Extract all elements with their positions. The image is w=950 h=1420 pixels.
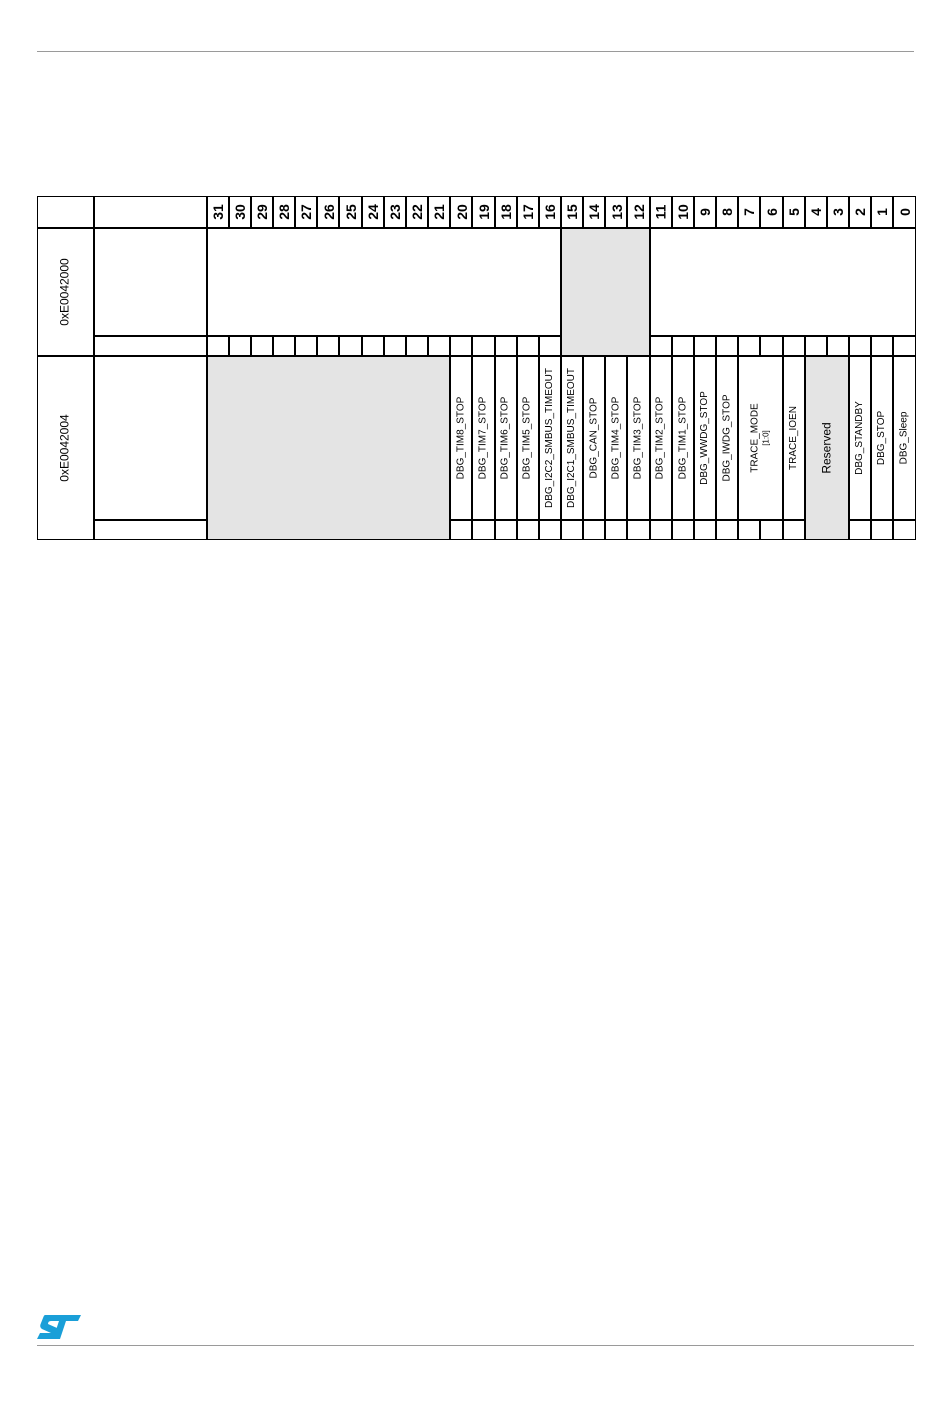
reset-bit-cell (450, 520, 472, 540)
bit-number-text: 26 (320, 203, 337, 220)
bit-number-text: 4 (807, 207, 824, 216)
field-bit-2 (854, 401, 866, 475)
bit-number-text: 31 (209, 203, 226, 220)
bit-number (760, 196, 782, 228)
bit-number (450, 196, 472, 228)
st-logo-icon (37, 1314, 83, 1340)
field-bit-8 (721, 394, 733, 481)
bit-number (251, 196, 273, 228)
bit-number (694, 196, 716, 228)
field-cell (871, 356, 893, 520)
field-bit-16 (544, 367, 556, 507)
reset-bit-cell (694, 520, 716, 540)
reset-bit-cell (716, 520, 738, 540)
field-bit-19 (477, 396, 489, 479)
reset-bit-cell (827, 336, 849, 356)
reset-bit-cell (849, 336, 871, 356)
field-bit-14 (588, 397, 600, 478)
address-0xE0042004 (59, 414, 71, 481)
reset-bit-cell (783, 336, 805, 356)
bit-number (627, 196, 649, 228)
address-0xE0042000 (59, 258, 71, 325)
bit-number-text: 13 (608, 203, 625, 220)
reset-bit-cell (406, 336, 428, 356)
bit-number (495, 196, 517, 228)
field-cell (539, 356, 561, 520)
reset-bit-cell (317, 336, 339, 356)
reset-bit-cell (428, 336, 450, 356)
bit-number-text: 6 (763, 207, 780, 216)
field-bit-15-text: DBG_I2C1_SMBUS_TIMEOUT (566, 367, 578, 508)
field-bit-2-text: DBG_STANDBY (854, 400, 866, 475)
bit-number-text: 25 (342, 203, 359, 220)
bit-number-text: 29 (253, 203, 270, 220)
field-trace-mode-sub: [1:0] (761, 429, 771, 446)
field-bit-1 (876, 410, 888, 464)
field-bit-19-text: DBG_TIM7_STOP (477, 396, 489, 479)
reset-bit-cell (229, 336, 251, 356)
bit-number (716, 196, 738, 228)
reset-bit-cell (207, 336, 229, 356)
bit-number-text: 28 (276, 203, 293, 220)
reset-bit-cell (517, 336, 539, 356)
field-cell (849, 356, 871, 520)
reset-bit-cell (783, 520, 805, 540)
register-name-cell (94, 356, 207, 520)
bit-number-text: 20 (453, 203, 470, 220)
field-bit-20 (455, 396, 467, 479)
field-bit-13-text: DBG_TIM4_STOP (610, 396, 622, 479)
bit-number (472, 196, 494, 228)
reset-bit-cell (517, 520, 539, 540)
reset-bit-cell (339, 336, 361, 356)
reset-bit-cell (893, 520, 915, 540)
reset-bit-cell (650, 336, 672, 356)
bit-number-text: 3 (829, 207, 846, 216)
bit-number-text: 18 (497, 203, 514, 220)
field-bit-13 (610, 396, 622, 479)
bit-number (805, 196, 827, 228)
field-cell (561, 356, 583, 520)
bit-number (583, 196, 605, 228)
reset-bit-cell (583, 520, 605, 540)
field-cell (627, 356, 649, 520)
field-bit-12-text: DBG_TIM3_STOP (632, 396, 644, 479)
field-bit-18-text: DBG_TIM6_STOP (499, 396, 511, 479)
field-bit-15 (566, 367, 578, 507)
reset-bit-cell (650, 520, 672, 540)
reset-bit-cell (672, 520, 694, 540)
address-0xE0042004-text: 0xE0042004 (58, 413, 72, 482)
bit-number (561, 196, 583, 228)
reset-value-cell (94, 336, 207, 356)
field-bit-0-text: DBG_Sleep (898, 411, 910, 464)
field-cell (893, 356, 915, 520)
bit-number-text: 30 (231, 203, 248, 220)
field-bit-8-text: DBG_IWDG_STOP (721, 393, 733, 482)
field-bit-12 (633, 396, 645, 479)
field-bit-0 (898, 411, 910, 464)
field-trace-ioen (788, 406, 800, 470)
shaded-cell (561, 228, 650, 356)
address-0xE0042000-text: 0xE0042000 (58, 257, 72, 326)
field-bit-20-text: DBG_TIM8_STOP (455, 396, 467, 479)
bit-number (406, 196, 428, 228)
bit-number-text: 16 (541, 203, 558, 220)
bit-number (317, 196, 339, 228)
reset-bit-cell (251, 336, 273, 356)
field-bit-16-text: DBG_I2C2_SMBUS_TIMEOUT (543, 367, 555, 508)
reset-bit-cell (384, 336, 406, 356)
field-cell (450, 356, 472, 520)
reset-bit-cell (716, 336, 738, 356)
bit-number (650, 196, 672, 228)
bit-number (871, 196, 893, 228)
reset-bit-cell (539, 520, 561, 540)
reset-bit-cell (472, 336, 494, 356)
field-cell (716, 356, 738, 520)
reset-bit-cell (495, 520, 517, 540)
bit-number-text: 8 (719, 207, 736, 216)
reset-bit-cell (605, 520, 627, 540)
bit-number (339, 196, 361, 228)
reset-bit-cell (738, 336, 760, 356)
header-offset-cell (37, 196, 94, 228)
bit-number (207, 196, 229, 228)
register-name-cell (94, 228, 207, 336)
bit-number-text: 23 (386, 203, 403, 220)
reset-bit-cell (805, 336, 827, 356)
bit-number-text: 21 (431, 203, 448, 220)
bit-number-text: 0 (896, 207, 913, 216)
bit-number (539, 196, 561, 228)
field-trace-mode (749, 403, 771, 472)
reserved-cell (805, 356, 849, 540)
reset-value-cell (94, 520, 207, 540)
reset-bit-cell (871, 520, 893, 540)
field-cell (694, 356, 716, 520)
bit-number (362, 196, 384, 228)
field-cell (783, 356, 805, 520)
address-cell (37, 356, 94, 540)
field-reserved-text: Reserved (819, 421, 834, 474)
field-bit-14-text: DBG_CAN_STOP (588, 397, 600, 478)
reset-bit-cell (760, 336, 782, 356)
reset-bit-cell (871, 336, 893, 356)
reset-bit-cell (273, 336, 295, 356)
bit-number-text: 17 (519, 203, 536, 220)
bit-number (849, 196, 871, 228)
field-bit-11 (655, 396, 667, 479)
bit-number (229, 196, 251, 228)
reset-bit-cell (472, 520, 494, 540)
field-bit-1-text: DBG_STOP (876, 410, 888, 465)
bit-number-text: 12 (630, 203, 647, 220)
field-cell (650, 356, 672, 520)
shaded-cell (207, 356, 451, 540)
field-bit-11-text: DBG_TIM2_STOP (654, 396, 666, 479)
field-reserved (821, 422, 833, 473)
bit-number-text: 9 (697, 207, 714, 216)
bit-number (783, 196, 805, 228)
reset-bit-cell (450, 336, 472, 356)
reset-bit-cell (849, 520, 871, 540)
bit-number (295, 196, 317, 228)
bit-number (273, 196, 295, 228)
reset-bit-cell (694, 336, 716, 356)
bit-number (672, 196, 694, 228)
header-register-cell (94, 196, 207, 228)
bit-number-text: 5 (785, 207, 802, 216)
bit-number-text: 24 (364, 203, 381, 220)
bit-number (384, 196, 406, 228)
reset-bit-cell (760, 520, 782, 540)
reset-bit-cell (539, 336, 561, 356)
bit-number (893, 196, 915, 228)
reset-bit-cell (295, 336, 317, 356)
bit-number-text: 11 (652, 204, 669, 219)
reset-bit-cell (627, 520, 649, 540)
field-cell (605, 356, 627, 520)
reset-bit-cell (738, 520, 760, 540)
field-cell (495, 356, 517, 520)
field-bit-17 (522, 396, 534, 479)
field-bit-9-text: DBG_WWDG_STOP (699, 390, 711, 485)
bit-number-text: 19 (475, 203, 492, 220)
address-cell (37, 228, 94, 356)
bit-number (738, 196, 760, 228)
bit-number-text: 1 (874, 207, 891, 216)
reset-bit-cell (561, 520, 583, 540)
field-cell (207, 228, 562, 336)
bit-number (827, 196, 849, 228)
field-bit-9 (699, 391, 711, 485)
field-trace-mode-text: TRACE_MODE (749, 402, 761, 473)
bit-number (517, 196, 539, 228)
field-cell (672, 356, 694, 520)
field-bit-10-text: DBG_TIM1_STOP (676, 396, 688, 479)
field-trace-ioen-text: TRACE_IOEN (787, 405, 799, 470)
bit-number (605, 196, 627, 228)
bit-number-text: 14 (586, 203, 603, 220)
field-cell (738, 356, 782, 520)
bit-number-text: 15 (564, 203, 581, 220)
field-cell (472, 356, 494, 520)
field-cell (650, 228, 916, 336)
field-cell (517, 356, 539, 520)
bit-number-text: 27 (298, 203, 315, 220)
reset-bit-cell (893, 336, 915, 356)
reset-bit-cell (672, 336, 694, 356)
field-bit-17-text: DBG_TIM5_STOP (521, 396, 533, 479)
field-bit-10 (677, 396, 689, 479)
reset-bit-cell (495, 336, 517, 356)
reset-bit-cell (362, 336, 384, 356)
bit-number-text: 10 (674, 203, 691, 220)
bit-number (428, 196, 450, 228)
field-bit-18 (500, 396, 512, 479)
field-cell (583, 356, 605, 520)
bit-number-text: 7 (741, 207, 758, 216)
bit-number-text: 2 (852, 207, 869, 216)
bit-number-text: 22 (408, 203, 425, 220)
